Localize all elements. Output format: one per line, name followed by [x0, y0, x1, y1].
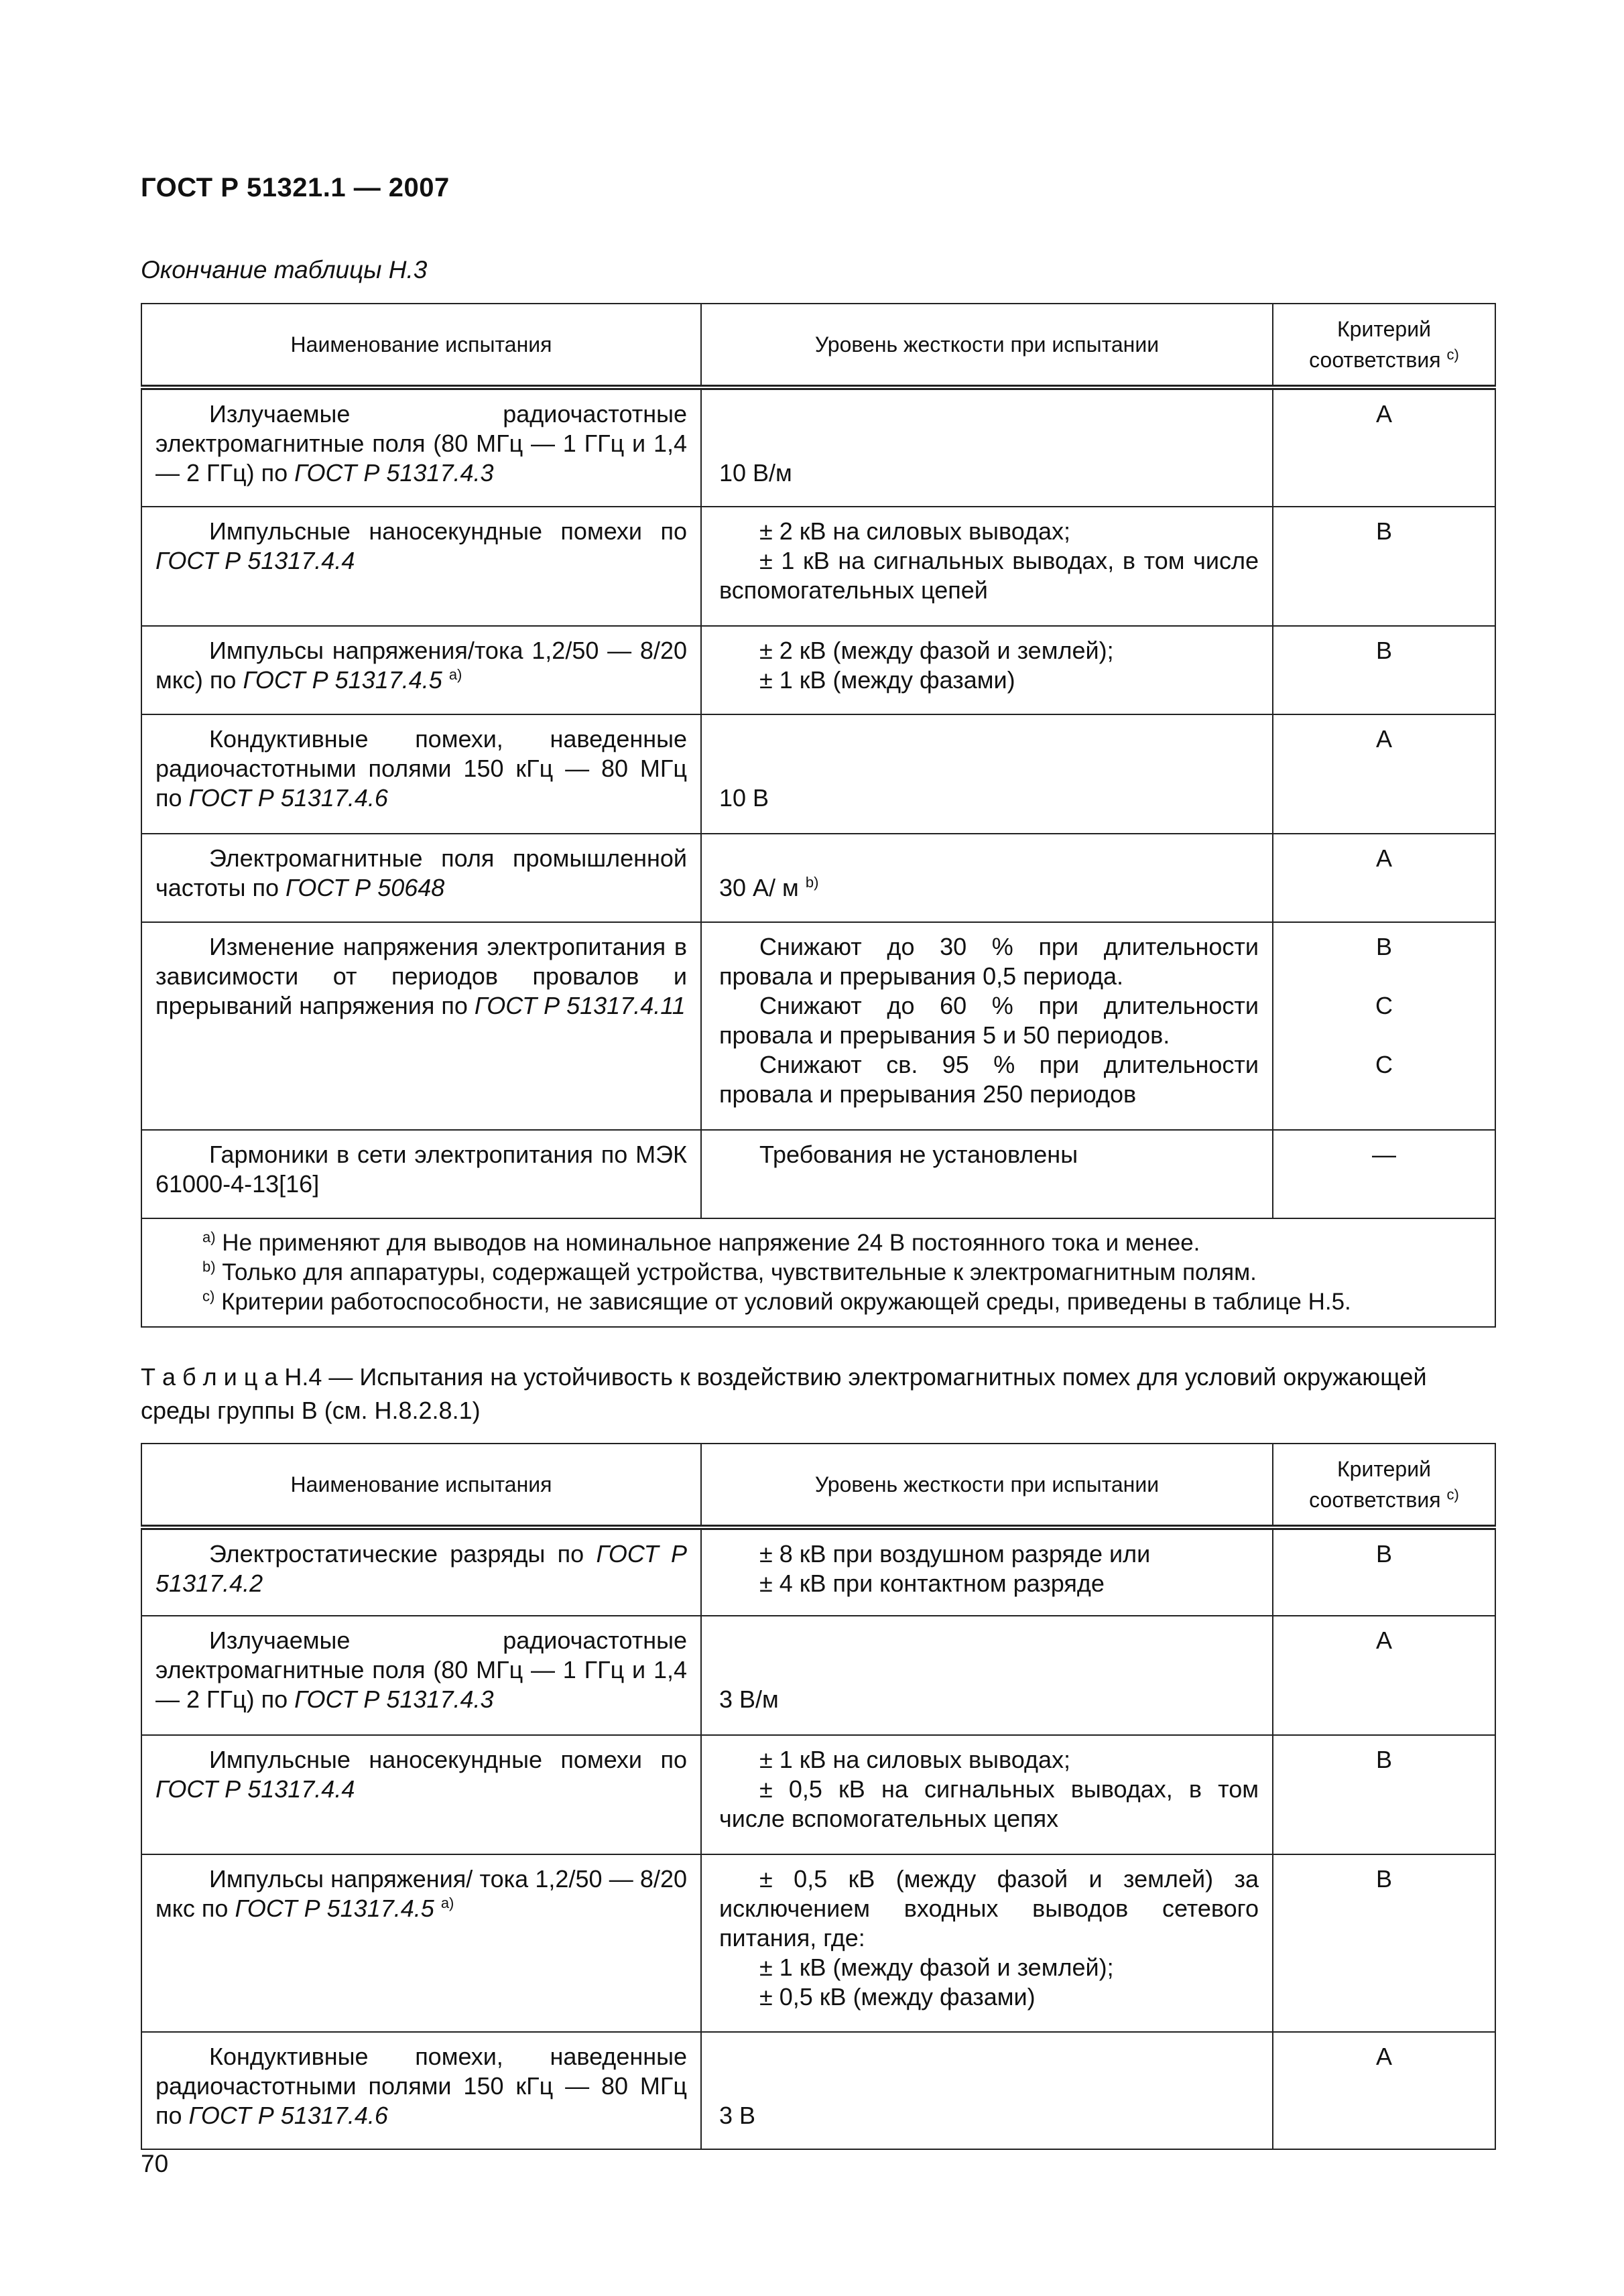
table-row [141, 922, 1495, 1130]
test-level-cell: ± 1 кВ на силовых выводах; ± 0,5 кВ на сигнальных выводах, в том числе вспомогательных цепях [701, 1735, 1273, 1854]
criterion-cell: B [1273, 1854, 1495, 2032]
criterion-cell: B [1273, 1735, 1495, 1854]
test-name-cell: Импульсы напряжения/ тока 1,2/50 — 8/20 мкс по ГОСТ Р 51317.4.5 $^{a)}$ [141, 1854, 701, 2032]
column-header-level: Уровень жесткости при испытании [701, 304, 1273, 387]
table-row [141, 1130, 1495, 1218]
criterion-cell: A [1273, 387, 1495, 507]
column-header-name: Наименование испытания [141, 304, 701, 387]
column-header-name: Наименование испытания [141, 1444, 701, 1527]
table-row [141, 1527, 1495, 1616]
table-continuation-label: Окончание таблицы Н.3 [141, 256, 428, 283]
test-name-cell: Излучаемые радиочастотные электромагнитные поля (80 МГц — 1 ГГц и 1,4 — 2 ГГц) по ГОСТ Р 51317.4.3 [141, 387, 701, 507]
table-header-row [141, 304, 1495, 387]
test-level-cell: ± 2 кВ (между фазой и землей); ± 1 кВ (между фазами) [701, 626, 1273, 714]
criterion-cell: A [1273, 714, 1495, 834]
footnote-b: $^{b)}$ Только для аппаратуры, содержащей устройства, чувствительные к электромагнитным полям. [202, 1258, 1257, 1285]
test-level-cell: ± 2 кВ на силовых выводах; ± 1 кВ на сигнальных выводах, в том числе вспомогательных цепей [701, 507, 1273, 626]
table-row [141, 1616, 1495, 1735]
criterion-cell: — [1273, 1130, 1495, 1218]
criterion-cell: B [1273, 1527, 1495, 1616]
criterion-cell: A [1273, 1616, 1495, 1735]
criterion-cell: A [1273, 834, 1495, 922]
criterion-cell: B [1273, 626, 1495, 714]
test-name-cell: Кондуктивные помехи, наведенные радиочастотными полями 150 кГц — 80 МГц по ГОСТ Р 51317.4.6 [141, 714, 701, 834]
test-level-cell: ± 8 кВ при воздушном разряде или ± 4 кВ при контактном разряде [701, 1527, 1273, 1616]
test-name-cell: Импульсные наносекундные помехи по ГОСТ Р 51317.4.4 [141, 507, 701, 626]
table-row [141, 834, 1495, 922]
table-header-row [141, 1444, 1495, 1527]
page-number: 70 [141, 2150, 169, 2177]
test-name-cell: Кондуктивные помехи, наведенные радиочастотными полями 150 кГц — 80 МГц по ГОСТ Р 51317.4.6 [141, 2032, 701, 2149]
criterion-cell: A [1273, 2032, 1495, 2149]
table-notes-row [141, 1218, 1495, 1327]
table-row [141, 1854, 1495, 2032]
test-level-cell: 10 В/м [701, 387, 1273, 507]
footnote-a: $^{a)}$ Не применяют для выводов на номинальное напряжение 24 В постоянного тока и менее. [202, 1228, 1200, 1256]
criterion-cell: B [1273, 507, 1495, 626]
test-level-cell: 3 В/м [701, 1616, 1273, 1735]
test-name-cell: Гармоники в сети электропитания по МЭК 61000-4-13[16] [141, 1130, 701, 1218]
column-header-criterion: Критерий соответствия $^{c)}$ [1273, 1444, 1495, 1527]
table-row [141, 1735, 1495, 1854]
test-level-cell: 3 В [701, 2032, 1273, 2149]
table-notes [141, 1218, 1495, 1327]
document-title: ГОСТ Р 51321.1 — 2007 [141, 173, 450, 202]
table-row [141, 714, 1495, 834]
column-header-criterion: Критерий соответствия $^{c)}$ [1273, 304, 1495, 387]
table-row [141, 2032, 1495, 2149]
test-level-cell: Требования не установлены [701, 1130, 1273, 1218]
table-row [141, 626, 1495, 714]
footnote-c: $^{c)}$ Критерии работоспособности, не зависящие от условий окружающей среды, приведены в таблице Н.5. [202, 1287, 1351, 1315]
test-name-cell: Электромагнитные поля промышленной частоты по ГОСТ Р 50648 [141, 834, 701, 922]
test-level-cell: 30 А/ м $^{b)}$ [701, 834, 1273, 922]
test-name-cell: Изменение напряжения электропитания в зависимости от периодов провалов и прерываний напряжения по ГОСТ Р 51317.4.11 [141, 922, 701, 1130]
table-h4 [141, 1443, 1496, 2150]
column-header-level: Уровень жесткости при испытании [701, 1444, 1273, 1527]
test-name-cell: Электростатические разряды по ГОСТ Р 51317.4.2 [141, 1527, 701, 1616]
test-name-cell: Излучаемые радиочастотные электромагнитные поля (80 МГц — 1 ГГц и 1,4 — 2 ГГц) по ГОСТ Р 51317.4.3 [141, 1616, 701, 1735]
table-h3 [141, 303, 1496, 1328]
test-level-cell: Снижают до 30 % при длительности провала и прерывания 0,5 периода. Снижают до 60 % при длительности провала и прерывания 5 и 50 периодов. Снижают св. 95 % при длительности провала и прерывания 250 периодов [701, 922, 1273, 1130]
table-h4-caption: Т а б л и ц а Н.4 — Испытания на устойчивость к воздействию электромагнитных помех для условий окружающей среды группы В (см. Н.8.2.8.1) [141, 1363, 1427, 1424]
criterion-cell: B C C [1273, 922, 1495, 1130]
test-name-cell: Импульсы напряжения/тока 1,2/50 — 8/20 мкс) по ГОСТ Р 51317.4.5 $^{a)}$ [141, 626, 701, 714]
table-row [141, 387, 1495, 507]
test-name-cell: Импульсные наносекундные помехи по ГОСТ Р 51317.4.4 [141, 1735, 701, 1854]
test-level-cell: 10 В [701, 714, 1273, 834]
test-level-cell: ± 0,5 кВ (между фазой и землей) за исключением входных выводов сетевого питания, где: ± 1 кВ (между фазой и землей); ± 0,5 кВ (между фазами) [701, 1854, 1273, 2032]
table-row [141, 507, 1495, 626]
